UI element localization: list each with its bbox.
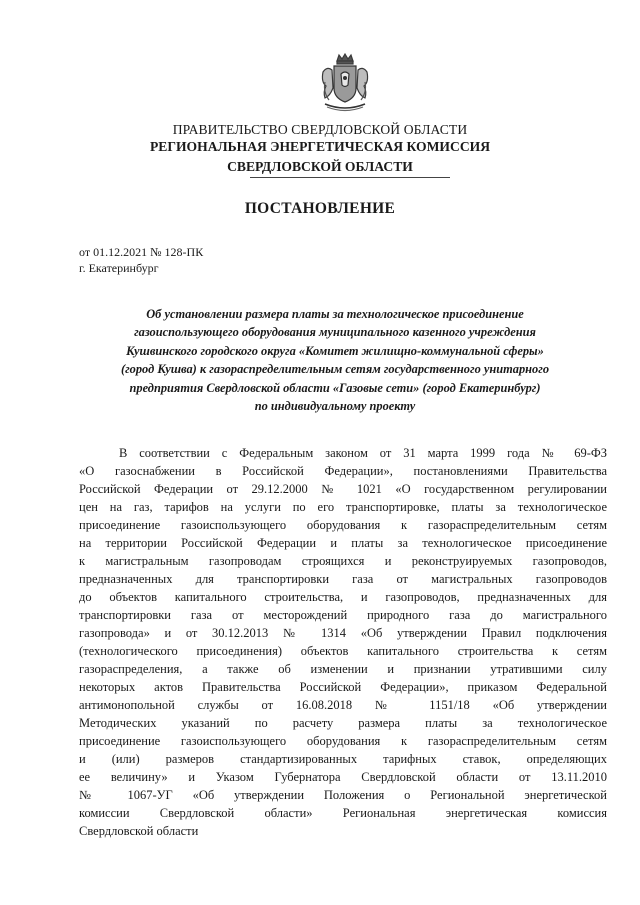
subject-line: предприятия Свердловской области «Газовые сети» (город Екатеринбург): [129, 380, 541, 395]
body-line: транспортировки газа от месторождений природного газа до магистрального: [79, 608, 607, 622]
subject-line: газоиспользующего оборудования муниципального казенного учреждения: [134, 325, 536, 340]
body-line: (технологического присоединения) объектов капитального строительства к сетям: [79, 644, 607, 658]
body-line: антимонопольной службы от 16.08.2018 № 1151/18 «Об утверждении: [79, 698, 607, 712]
commission-region: СВЕРДЛОВСКОЙ ОБЛАСТИ: [227, 159, 413, 174]
body-line: некоторых актов Правительства Российской Федерации», приказом Федеральной: [79, 680, 607, 694]
body-line: комиссии Свердловской области» Региональная энергетическая комиссия: [79, 806, 607, 820]
subject-line: (город Кушва) к газораспределительным сетям государственного унитарного: [120, 362, 550, 377]
body-line: В соответствии с Федеральным законом от 31 марта 1999 года № 69-ФЗ: [119, 446, 607, 460]
body-line: присоединение газоиспользующего оборудования к газораспределительным сетям: [79, 734, 607, 748]
subject-line: Кушвинского городского округа «Комитет жилищно-коммунальной сферы»: [126, 343, 544, 358]
body-line: Российской Федерации от 29.12.2000 № 1021 «О государственном регулировании: [79, 482, 607, 496]
body-line: до объектов капитального строительства, и газопроводов, предназначенных для: [79, 590, 607, 604]
commission-name: РЕГИОНАЛЬНАЯ ЭНЕРГЕТИЧЕСКАЯ КОМИССИЯ: [149, 139, 491, 154]
body-line: цен на газ, тарифов на услуги по его транспортировке, платы за технологическое: [79, 500, 607, 514]
body-line: и (или) размеров стандартизированных тарифных ставок, определяющих: [79, 752, 607, 766]
body-line: Методических указаний по расчету размера платы за технологическое: [79, 716, 607, 730]
body-line: № 1067-УГ «Об утверждении Положения о Региональной энергетической: [79, 788, 607, 802]
coat-of-arms-icon: [317, 52, 373, 114]
body-line: «О газоснабжении в Российской Федерации», постановлениями Правительства: [79, 464, 607, 478]
government-name: ПРАВИТЕЛЬСТВО СВЕРДЛОВСКОЙ ОБЛАСТИ: [172, 122, 468, 137]
document-subject: [60, 305, 610, 415]
header-divider: [250, 177, 450, 178]
document-date-number: от 01.12.2021 № 128-ПК: [79, 245, 204, 259]
body-line: присоединение газоиспользующего оборудования к газораспределительным сетям: [79, 518, 607, 532]
body-line: на территории Российской Федерации и платы за технологическое присоединение: [79, 536, 607, 550]
body-line: Свердловской области: [79, 824, 199, 838]
body-line: газопровода» и от 30.12.2013 № 1314 «Об утверждении Правил подключения: [79, 626, 607, 640]
body-line: газораспределения, а также об изменении и признании утратившими силу: [79, 662, 607, 676]
subject-line: Об установлении размера платы за технологическое присоединение: [146, 307, 524, 321]
document-city: г. Екатеринбург: [79, 261, 159, 275]
body-line: к магистральным газопроводам строящихся и реконструируемых газопроводов,: [79, 554, 607, 568]
preamble-paragraph: [79, 444, 607, 840]
document-type-title: ПОСТАНОВЛЕНИЕ: [244, 200, 396, 217]
subject-line: по индивидуальному проекту: [254, 399, 416, 414]
body-line: предназначенных для транспортировки газа от магистральных газопроводов: [79, 572, 607, 586]
body-line: ее величину» и Указом Губернатора Свердловской области от 13.11.2010: [79, 770, 607, 784]
